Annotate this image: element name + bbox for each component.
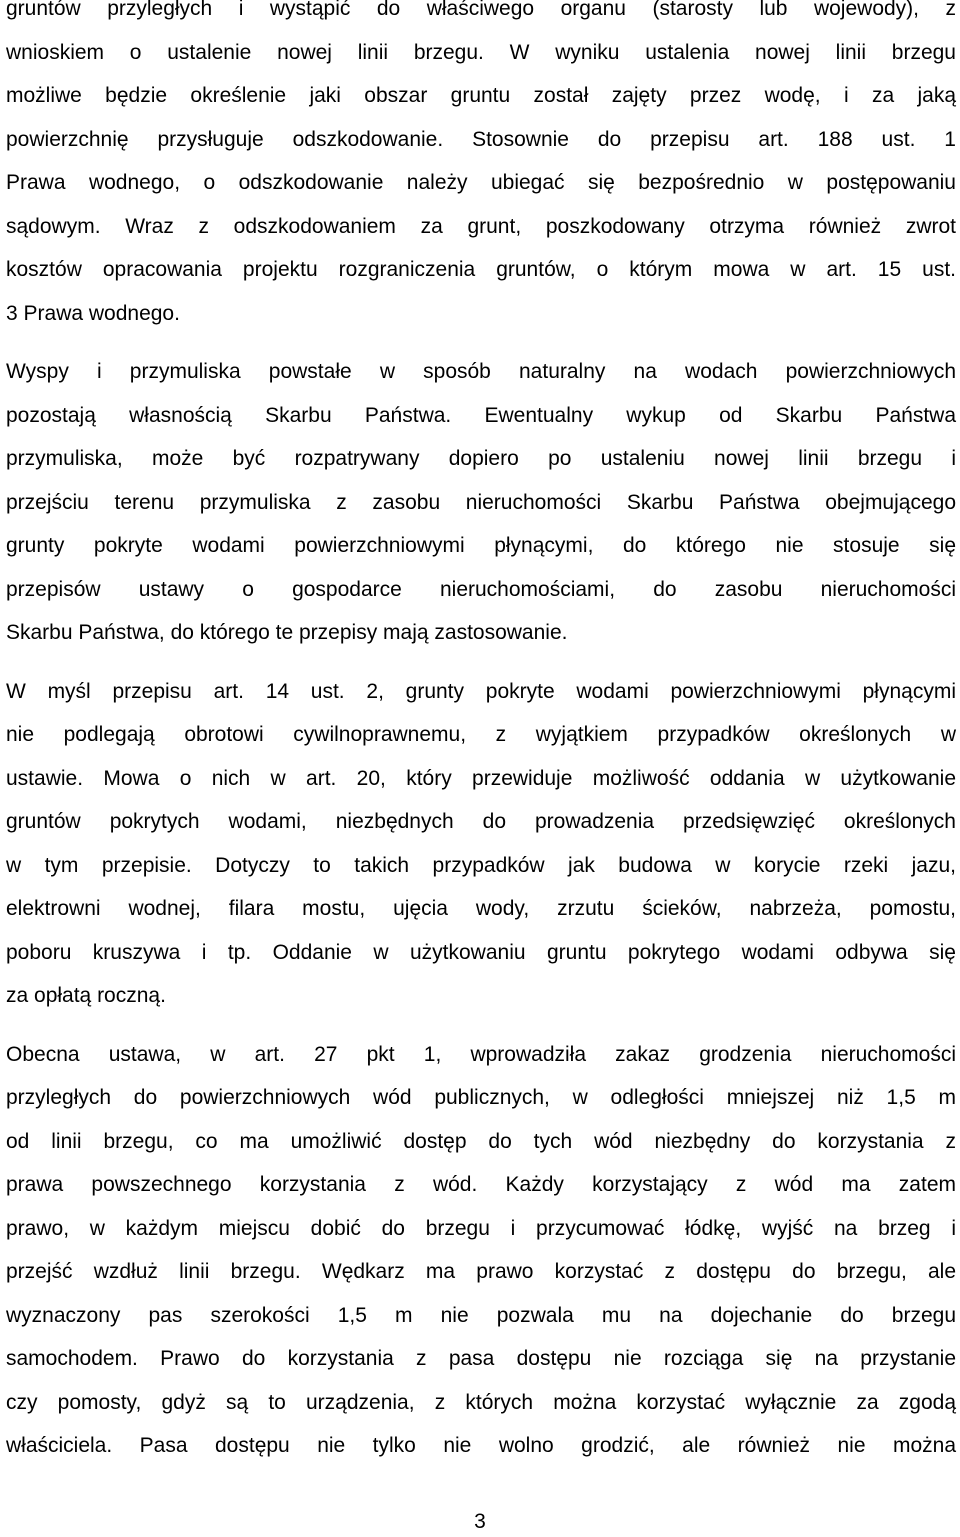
text-line: właściciela. Pasa dostępu nie tylko nie wolno grodzić, ale również nie można: [6, 1434, 956, 1457]
paragraph-islands: [6, 350, 956, 655]
text-line: samochodem. Prawo do korzystania z pasa dostępu nie rozciąga się na przystanie: [6, 1347, 956, 1370]
text-line: możliwe będzie określenie jaki obszar gruntu został zajęty przez wodę, i za jaką: [6, 84, 956, 107]
text-line: powierzchnię przysługuje odszkodowanie. Stosownie do przepisu art. 188 ust. 1: [6, 127, 956, 151]
page-number: 3: [474, 1510, 486, 1533]
document-page: [6, 0, 956, 1468]
text-line: sądowym. Wraz z odszkodowaniem za grunt, poszkodowany otrzyma również zwrot: [6, 214, 956, 238]
text-line: gruntów przyległych i wystąpić do właściwego organu (starosty lub wojewody), z: [6, 0, 956, 20]
text-line: w tym przepisie. Dotyczy to takich przypadków jak budowa w korycie rzeki jazu,: [6, 853, 956, 877]
paragraph-fencing-ban: [6, 1033, 956, 1468]
text-line: za opłatą roczną.: [6, 984, 166, 1007]
text-line: W myśl przepisu art. 14 ust. 2, grunty pokryte wodami powierzchniowymi płynącymi: [6, 679, 956, 703]
text-line: ustawie. Mowa o nich w art. 20, który przewiduje możliwość oddania w użytkowanie: [6, 766, 956, 790]
text-line: przejściu terenu przymuliska z zasobu nieruchomości Skarbu Państwa obejmującego: [6, 490, 956, 514]
text-line: grunty pokryte wodami powierzchniowymi płynącymi, do którego nie stosuje się: [6, 534, 956, 557]
text-line: wnioskiem o ustalenie nowej linii brzegu. W wyniku ustalenia nowej linii brzegu: [6, 40, 956, 64]
paragraph-spacer: [6, 1018, 956, 1033]
text-line: od linii brzegu, co ma umożliwić dostęp do tych wód niezbędny do korzystania z: [6, 1129, 956, 1153]
text-line: Skarbu Państwa, do którego te przepisy mają zastosowanie.: [6, 621, 568, 644]
paragraph-civil-law: [6, 670, 956, 1018]
text-line: przejść wzdłuż linii brzegu. Wędkarz ma prawo korzystać z dostępu do brzegu, ale: [6, 1260, 956, 1283]
text-line: 3 Prawa wodnego.: [6, 301, 180, 325]
text-line: Prawa wodnego, o odszkodowanie należy ubiegać się bezpośrednio w postępowaniu: [6, 171, 956, 194]
text-line: prawa powszechnego korzystania z wód. Każdy korzystający z wód ma zatem: [6, 1173, 956, 1196]
paragraph-compensation: [6, 0, 956, 335]
text-line: przepisów ustawy o gospodarce nieruchomościami, do zasobu nieruchomości: [6, 577, 956, 601]
paragraph-spacer: [6, 655, 956, 670]
text-line: poboru kruszywa i tp. Oddanie w użytkowaniu gruntu pokrytego wodami odbywa się: [6, 940, 956, 964]
text-line: przyległych do powierzchniowych wód publicznych, w odległości mniejszej niż 1,5 m: [6, 1086, 956, 1109]
text-line: Wyspy i przymuliska powstałe w sposób naturalny na wodach powierzchniowych: [6, 360, 956, 383]
text-line: przymuliska, może być rozpatrywany dopiero po ustaleniu nowej linii brzegu i: [6, 447, 956, 470]
text-line: wyznaczony pas szerokości 1,5 m nie pozwala mu na dojechanie do brzegu: [6, 1303, 956, 1327]
text-line: nie podlegają obrotowi cywilnoprawnemu, z wyjątkiem przypadków określonych w: [6, 723, 956, 746]
text-line: czy pomosty, gdyż są to urządzenia, z których można korzystać wyłącznie za zgodą: [6, 1390, 956, 1414]
text-line: gruntów pokrytych wodami, niezbędnych do prowadzenia przedsięwzięć określonych: [6, 810, 956, 833]
text-line: elektrowni wodnej, filara mostu, ujęcia wody, zrzutu ścieków, nabrzeża, pomostu,: [6, 897, 956, 920]
text-line: prawo, w każdym miejscu dobić do brzegu i przycumować łódkę, wyjść na brzeg i: [6, 1216, 956, 1240]
paragraph-spacer: [6, 335, 956, 350]
text-line: pozostają własnością Skarbu Państwa. Ewentualny wykup od Skarbu Państwa: [6, 403, 956, 427]
text-line: Obecna ustawa, w art. 27 pkt 1, wprowadziła zakaz grodzenia nieruchomości: [6, 1042, 956, 1066]
text-line: kosztów opracowania projektu rozgraniczenia gruntów, o którym mowa w art. 15 ust.: [6, 258, 956, 281]
